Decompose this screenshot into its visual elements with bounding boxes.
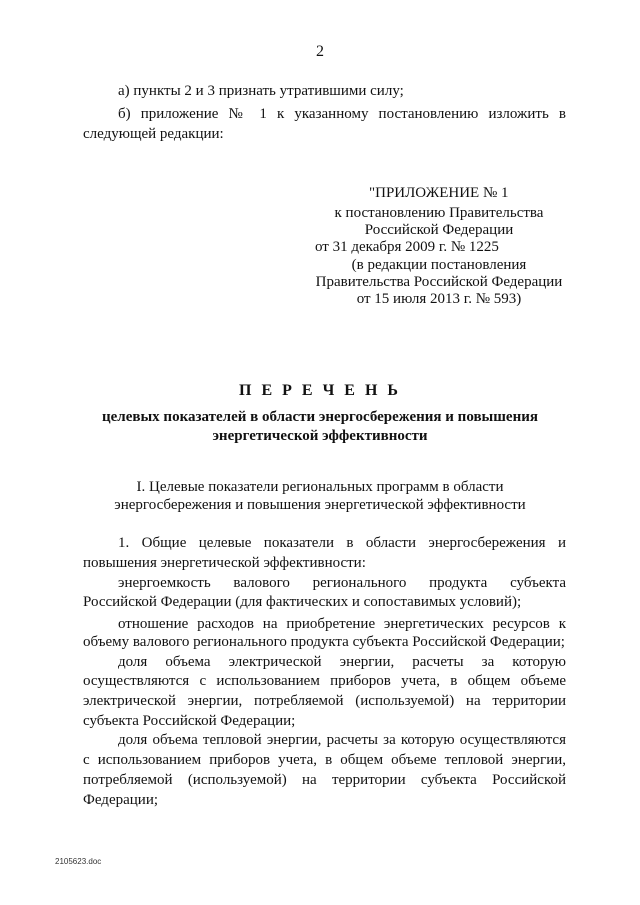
paragraph-5-line-2: с использованием приборов учета, в общем объеме тепловой энергии,: [83, 752, 566, 768]
appendix-ref-line-2: к постановлению Правительства: [334, 205, 544, 221]
appendix-ref-line-4: от 31 декабря 2009 г. № 1225: [315, 239, 499, 255]
paragraph-3-line-1: отношение расходов на приобретение энергетических ресурсов к: [118, 616, 566, 632]
list-heading: П Е Р Е Ч Е Н Ь: [239, 382, 401, 399]
section-title-line-1: I. Целевые показатели региональных программ в области: [136, 479, 504, 495]
paragraph-4-line-3: электрической энергии, потребляемой (используемой) на территории: [83, 693, 566, 709]
paragraph-2-line-2: Российской Федерации (для фактических и сопоставимых условий);: [83, 594, 522, 610]
appendix-ref-line-5: (в редакции постановления: [351, 257, 527, 273]
appendix-label: "ПРИЛОЖЕНИЕ № 1: [369, 185, 509, 201]
paragraph-5-line-4: Федерации;: [83, 792, 159, 808]
section-title-line-2: энергосбережения и повышения энергетической эффективности: [114, 497, 526, 513]
footer-filename: 2105623.doc: [55, 857, 102, 866]
appendix-ref-line-7: от 15 июля 2013 г. № 593): [356, 291, 522, 307]
paragraph-1-line-1: 1. Общие целевые показатели в области энергосбережения и: [118, 535, 566, 551]
paragraph-1-line-2: повышения энергетической эффективности:: [83, 555, 366, 571]
list-subtitle-line-1: целевых показателей в области энергосбережения и повышения: [102, 409, 538, 425]
amendment-item-b-line-2: следующей редакции:: [83, 126, 224, 142]
paragraph-4-line-2: осуществляются с использованием приборов учета, в общем объеме: [83, 673, 566, 689]
appendix-ref-line-6: Правительства Российской Федерации: [315, 274, 563, 290]
paragraph-3-line-2: объему валового регионального продукта субъекта Российской Федерации;: [83, 634, 565, 650]
page-number: 2: [316, 43, 324, 60]
paragraph-4-line-4: субъекта Российской Федерации;: [83, 713, 296, 729]
paragraph-5-line-1: доля объема тепловой энергии, расчеты за которую осуществляются: [118, 732, 566, 748]
appendix-ref-line-3: Российской Федерации: [364, 222, 514, 238]
list-subtitle-line-2: энергетической эффективности: [212, 428, 428, 444]
paragraph-4-line-1: доля объема электрической энергии, расчеты за которую: [118, 654, 566, 670]
paragraph-5-line-3: потребляемой (используемой) на территории субъекта Российской: [83, 772, 566, 788]
amendment-item-b-line-1: б) приложение № 1 к указанному постановлению изложить в: [118, 106, 566, 122]
amendment-item-a: а) пункты 2 и 3 признать утратившими силу;: [118, 83, 404, 99]
paragraph-2-line-1: энергоемкость валового регионального продукта субъекта: [118, 575, 566, 591]
